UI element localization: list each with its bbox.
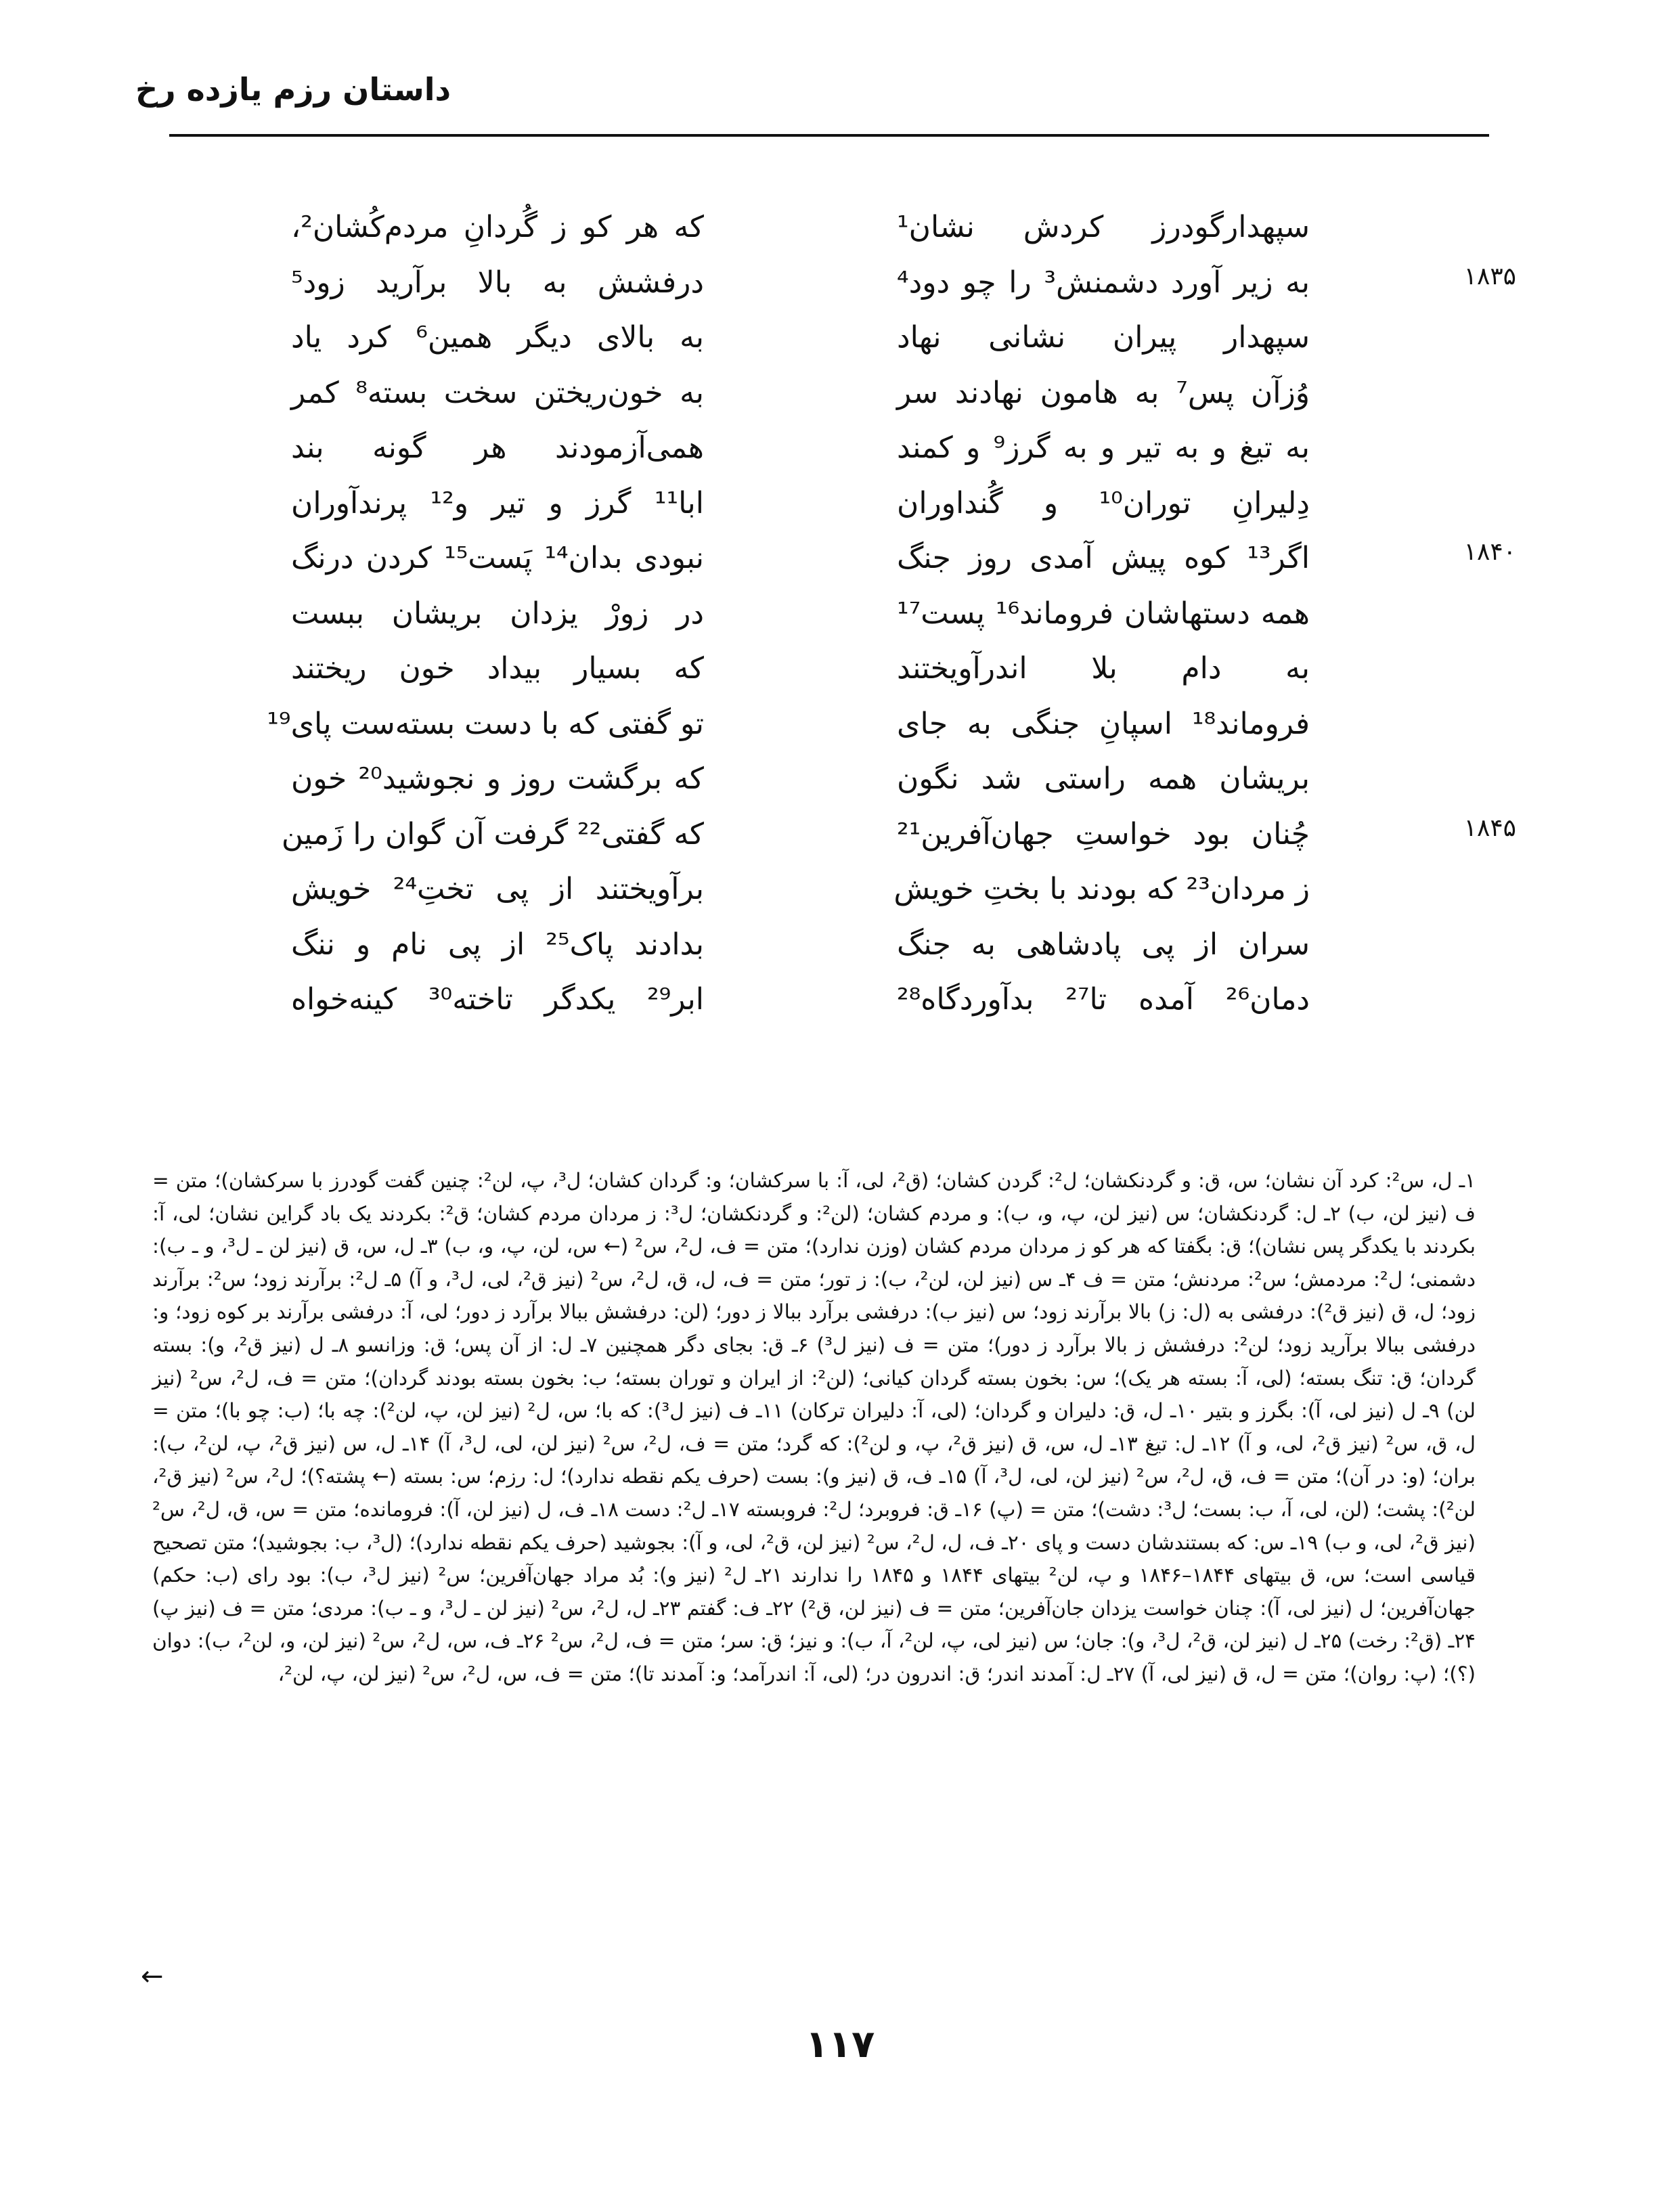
hemistich-first: به دام بلا اندرآویختند: [897, 651, 1310, 686]
hemistich-second: که گفتی²² گرفت آن گوان را زَمین: [281, 816, 704, 852]
hemistich-second: ابر²⁹ یکدگر تاخته³⁰ کینه‌خواه: [291, 982, 704, 1017]
verse-row: [291, 921, 1516, 976]
verse-row: [267, 700, 1516, 755]
verse-row: [281, 810, 1516, 866]
hemistich-second: تو گفتی که با دست بسته‌ست پای¹⁹: [267, 706, 704, 741]
verse-row: [291, 424, 1516, 479]
hemistich-first: به زیر آورد دشمنش³ را چو دود⁴: [897, 265, 1310, 300]
hemistich-first: اگر¹³ کوه پیش آمدی روز جنگ: [897, 541, 1310, 575]
verse-row: [291, 755, 1516, 810]
verse-row: [291, 369, 1516, 424]
verse-row: [291, 259, 1516, 314]
hemistich-first: همه دستهاشان فروماند¹⁶ پست¹⁷: [897, 596, 1310, 631]
hemistich-first: سپهدارگودرز کردش نشان¹: [897, 210, 1310, 244]
hemistich-first: بریشان همه راستی شد نگون: [897, 761, 1310, 796]
hemistich-first: وُزآن پس⁷ به هامون نهادند سر: [897, 375, 1310, 410]
hemistich-second: در زورْ یزدان بریشان ببست: [291, 596, 704, 631]
hemistich-second: به بالای دیگر همین⁶ کرد یاد: [291, 320, 704, 355]
hemistich-second: که بسیار بیداد خون ریختند: [291, 651, 704, 686]
running-title: داستان رزم یازده رخ: [135, 71, 451, 108]
hemistich-first: چُنان بود خواستِ جهان‌آفرین²¹: [897, 816, 1310, 852]
verse-row: [291, 975, 1516, 1031]
verse-row: [291, 313, 1516, 369]
hemistich-second: درفشش به بالا برآرید زود⁵: [291, 265, 704, 300]
verse-row: [291, 534, 1516, 590]
hemistich-second: که برگشت روز و نجوشید²⁰ خون: [291, 761, 704, 796]
hemistich-first: فروماند¹⁸ اسپانِ جنگی به جای: [897, 706, 1310, 741]
hemistich-first: سران از پی پادشاهی به جنگ: [897, 927, 1310, 962]
hemistich-second: نبودی بدان¹⁴ پَست¹⁵ کردن درنگ: [291, 541, 704, 575]
verse-row: [291, 644, 1516, 700]
verse-number: ۱۸۴۰: [1463, 538, 1516, 566]
footnotes: ۱ـ ل، س²: کرد آن نشان؛ س، ق: و گردنکشان؛ ل²: گردن کشان؛ (ق²، لی، آ: با سرکشان؛ و: گردان کشان؛ ل³، پ، لن²: چنین گفت گودرز با سرکشان)؛ متن = ف (نیز لن، ب) ۲ـ ل: گردنکشان؛ س (نیز لن، پ، و، ب): و مردم کشان؛ (لن²: و گردنکشان؛ ل³: ز مردان مردم کشان؛ ق²: بکردند یک باد گراین نشان؛ لی، آ: بکردند با یکدگر پس نشان)؛ ق: بگفتا که هر کو ز مردان مردم کشان (وزن ندارد)؛ متن = ف، ل²، س² (← س، لن، پ، و، ب) ۳ـ ل، س، ق (نیز لن ـ ل³، و ـ ب): دشمنی؛ ل²: مردمش؛ س²: مردنش؛ متن = ف ۴ـ س (نیز لن، لن²، ب): ز تور؛ متن = ف، ل، ق، ل²، س² (نیز ق²، لی، ل³، و آ) ۵ـ ل²: برآرند زود؛ س²: برآرند زود؛ ل، ق (نیز ق²): درفشی به (ل: ز) بالا برآرند زود؛ س (نیز ب): درفشی برآرد ببالا ز دور؛ (لن: درفشش ببالا برآرد ز دور؛ لی، آ: درفشی برآرند بر کوه زود؛ و: درفشی ببالا برآرید زود؛ لن²: درفشش ز بالا برآرد ز دور)؛ متن = ف (نیز ل³) ۶ـ ق: بجای دگر همچنین ۷ـ ل: از آن پس؛ ق: وزانسو ۸ـ ل (نیز ق²، و): بسته گردان؛ ق: تنگ بسته؛ (لی، آ: بسته هر یک)؛ س: بخون بسته گردان کیانی؛ (لن²: از ایران و توران بسته؛ ب: بخون بسته بودند گردان)؛ متن = ف، ل²، س² (نیز لن) ۹ـ ل (نیز لی، آ): بگرز و بتیر ۱۰ـ ل، ق: دلیران و گردان؛ (لی، آ: دلیران ترکان) ۱۱ـ ف (نیز ل³): که با؛ س، ل² (نیز لن، پ، لن²): چه با؛ (ب: چو با)؛ متن = ل، ق، س² (نیز ق²، لی، و آ) ۱۲ـ ل: تیغ ۱۳ـ ل، س، ق (نیز ق²، پ، و لن²): که گرد؛ متن = ف، ل²، س² (نیز لن، لی، ل³، آ) ۱۴ـ ل، س (نیز ق²، پ، لن²، ب): بران؛ (و: در آن)؛ متن = ف، ق، ل²، س² (نیز لن، لی، ل³، آ) ۱۵ـ ف، ق (نیز و): بست (حرف یکم نقطه ندارد)؛ ل: رزم؛ س: بسته (← پشته؟)؛ ل²، س² (نیز ق²، لن²): پشت؛ (لن، لی، آ، ب: بست؛ ل³: دشت)؛ متن = (پ) ۱۶ـ ق: فروبرد؛ ل²: فروبسته ۱۷ـ ل²: دست ۱۸ـ ف، ل (نیز لن، آ): فرومانده؛ متن = س، ق، ل²، س² (نیز ق²، لی، و ب) ۱۹ـ س: که بستندشان دست و پای ۲۰ـ ف، ل، ل²، س² (نیز لن، ق²، لی، و آ): بجوشید (حرف یکم نقطه ندارد)؛ (ل³، ب: بجوشید)؛ متن تصحیح قیاسی است؛ س، ق بیتهای ۱۸۴۴–۱۸۴۶ و پ، لن² بیتهای ۱۸۴۴ و ۱۸۴۵ را ندارند ۲۱ـ ل² (نیز و): بُد مراد جهان‌آفرین؛ س² (نیز ل³، ب): بود رای (ب: حکم) جهان‌آفرین؛ ل (نیز لی، آ): چنان خواست یزدان جان‌آفرین؛ متن = ف (نیز لن، ق²) ۲۲ـ ف: گفتم ۲۳ـ ل، ل²، س² (نیز لن ـ ل³، و ـ ب): مردی؛ متن = ف (نیز پ) ۲۴ـ (ق²: رخت) ۲۵ـ ل (نیز لن، ق²، ل³، و): جان؛ س (نیز لی، پ، لن²، آ، ب): و نیز؛ ق: سر؛ متن = ف، ل²، س² ۲۶ـ ف، س، ل²، س² (نیز لن، و، لن²، ب): دوان (؟)؛ (پ: روان)؛ متن = ل، ق (نیز لی، آ) ۲۷ـ ل: آمدند اندر؛ ق: اندرون در؛ (لی، آ: اندرآمد؛ و: آمدند تا)؛ متن = ف، س، ل²، س² (نیز لن، پ، لن²،: [152, 1169, 1476, 1685]
hemistich-first: به تیغ و به تیر و به گرز⁹ و کمند: [897, 430, 1310, 465]
verse-row: [291, 865, 1516, 921]
verse-number: ۱۸۳۵: [1463, 262, 1516, 290]
page-number: ۱۱۷: [805, 2022, 875, 2066]
hemistich-second: برآویختند از پی تختِ²⁴ خویش: [291, 872, 704, 906]
continued-arrow-icon: ←: [141, 1961, 164, 1992]
hemistich-second: همی‌آزمودند هر گونه بند: [291, 430, 704, 465]
verse-row: [291, 590, 1516, 645]
verse-number: ۱۸۴۵: [1463, 814, 1516, 842]
poem-body: [267, 203, 1516, 1031]
hemistich-first: دِلیرانِ توران¹⁰ و گُنداوران: [897, 485, 1310, 521]
hemistich-second: ابا¹¹ گرز و تیر و¹² پرندآوران: [291, 485, 704, 521]
hemistich-second: به خون‌ریختن سخت بسته⁸ کمر: [291, 375, 704, 410]
hemistich-first: دمان²⁶ آمده تا²⁷ بدآوردگاه²⁸: [897, 982, 1310, 1017]
hemistich-second: بدادند پاک²⁵ از پی نام و ننگ: [291, 927, 704, 962]
hemistich-first: ز مردان²³ که بودند با بختِ خویش: [893, 872, 1310, 906]
header-rule: [169, 134, 1489, 137]
verse-row: [291, 203, 1516, 259]
hemistich-second: که هر کو ز گُردانِ مردم‌کُشان²،: [291, 210, 704, 244]
hemistich-first: سپهدار پیران نشانی نهاد: [897, 320, 1310, 355]
verse-row: [291, 479, 1516, 535]
